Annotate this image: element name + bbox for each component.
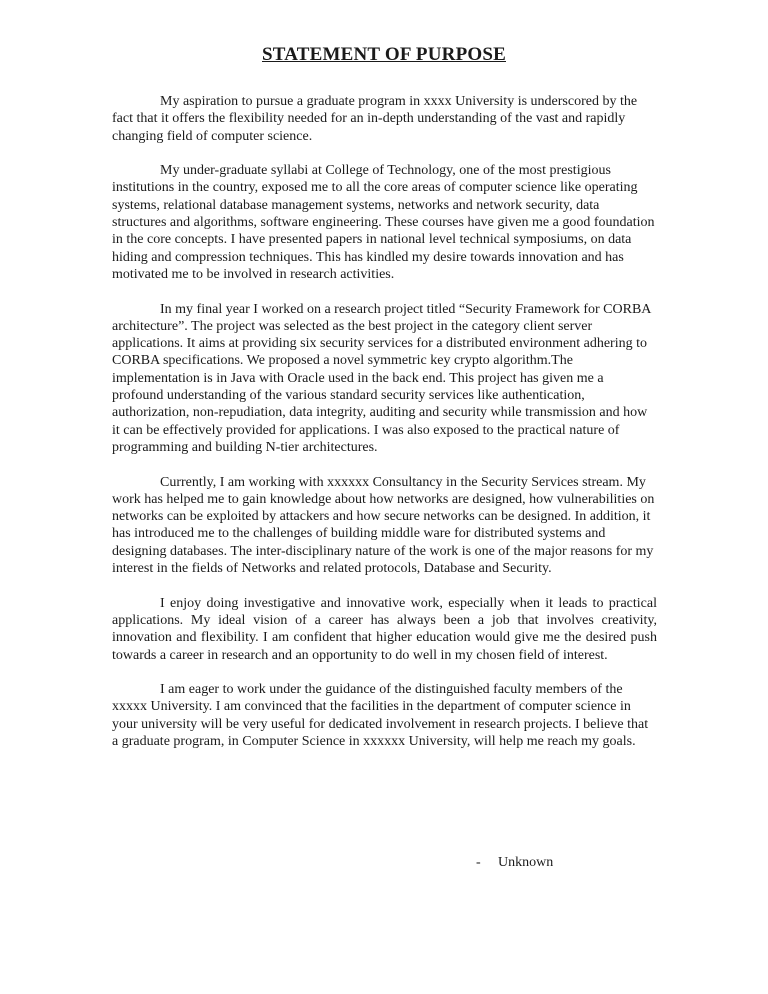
document-body bbox=[112, 93, 657, 768]
signature-dash: - bbox=[476, 855, 481, 870]
paragraph-final-year-project: In my final year I worked on a research project titled “Security Framework for CORBA architecture”. The project was selected as the best project in the category client server applications. It aims at providing six security services for a distributed environment adhering to CORBA specifications. We proposed a novel symmetric key crypto algorithm.The implementation is in Java with Oracle used in the back end. This project has given me a profound understanding of the various standard security services like authentication, authorization, non-repudiation, data integrity, auditing and security while transmission and how it can be effectively provided for applications. I was also exposed to the practical nature of programming and building N-tier architectures. bbox=[112, 301, 651, 455]
paragraph-interests: I enjoy doing investigative and innovative work, especially when it leads to practical applications. My ideal vision of a career has always been a job that involves creativity, innovation and flexibility. I am confident that higher education would give me the desired push towards a career in research and an opportunity to do well in my chosen field of interest. bbox=[112, 595, 657, 663]
document-title: STATEMENT OF PURPOSE bbox=[262, 44, 506, 65]
signature bbox=[476, 854, 553, 871]
signature-name: Unknown bbox=[498, 855, 554, 870]
paragraph-goals: I am eager to work under the guidance of the distinguished faculty members of the xxxxx University. I am convinced that the facilities in the department of computer science in your university will be very useful for dedicated involvement in research projects. I believe that a graduate program, in Computer Science in xxxxxx University, will help me reach my goals. bbox=[112, 682, 649, 749]
paragraph-undergraduate: My under-graduate syllabi at College of Technology, one of the most prestigious institutions in the country, exposed me to all the core areas of computer science like operating systems, relational database management systems, networks and network security, data structures and algorithms, software engineering. These courses have given me a good foundation in the core concepts. I have presented papers in national level technical symposiums, on data hiding and compression techniques. This has kindled my desire towards innovation and has motivated me to be involved in research activities. bbox=[112, 163, 655, 282]
paragraph-aspiration: My aspiration to pursue a graduate program in xxxx University is underscored by the fact that it offers the flexibility needed for an in-depth understanding of the vast and rapidly changing field of computer science. bbox=[112, 94, 638, 144]
paragraph-current-work: Currently, I am working with xxxxxx Consultancy in the Security Services stream. My work has helped me to gain knowledge about how networks are designed, how vulnerabilities on networks can be exploited by attackers and how secure networks can be designed. In addition, it has introduced me to the challenges of building middle ware for distributed systems and designing databases. The inter-disciplinary nature of the work is one of the major reasons for my interest in the fields of Networks and related protocols, Database and Security. bbox=[112, 474, 655, 577]
